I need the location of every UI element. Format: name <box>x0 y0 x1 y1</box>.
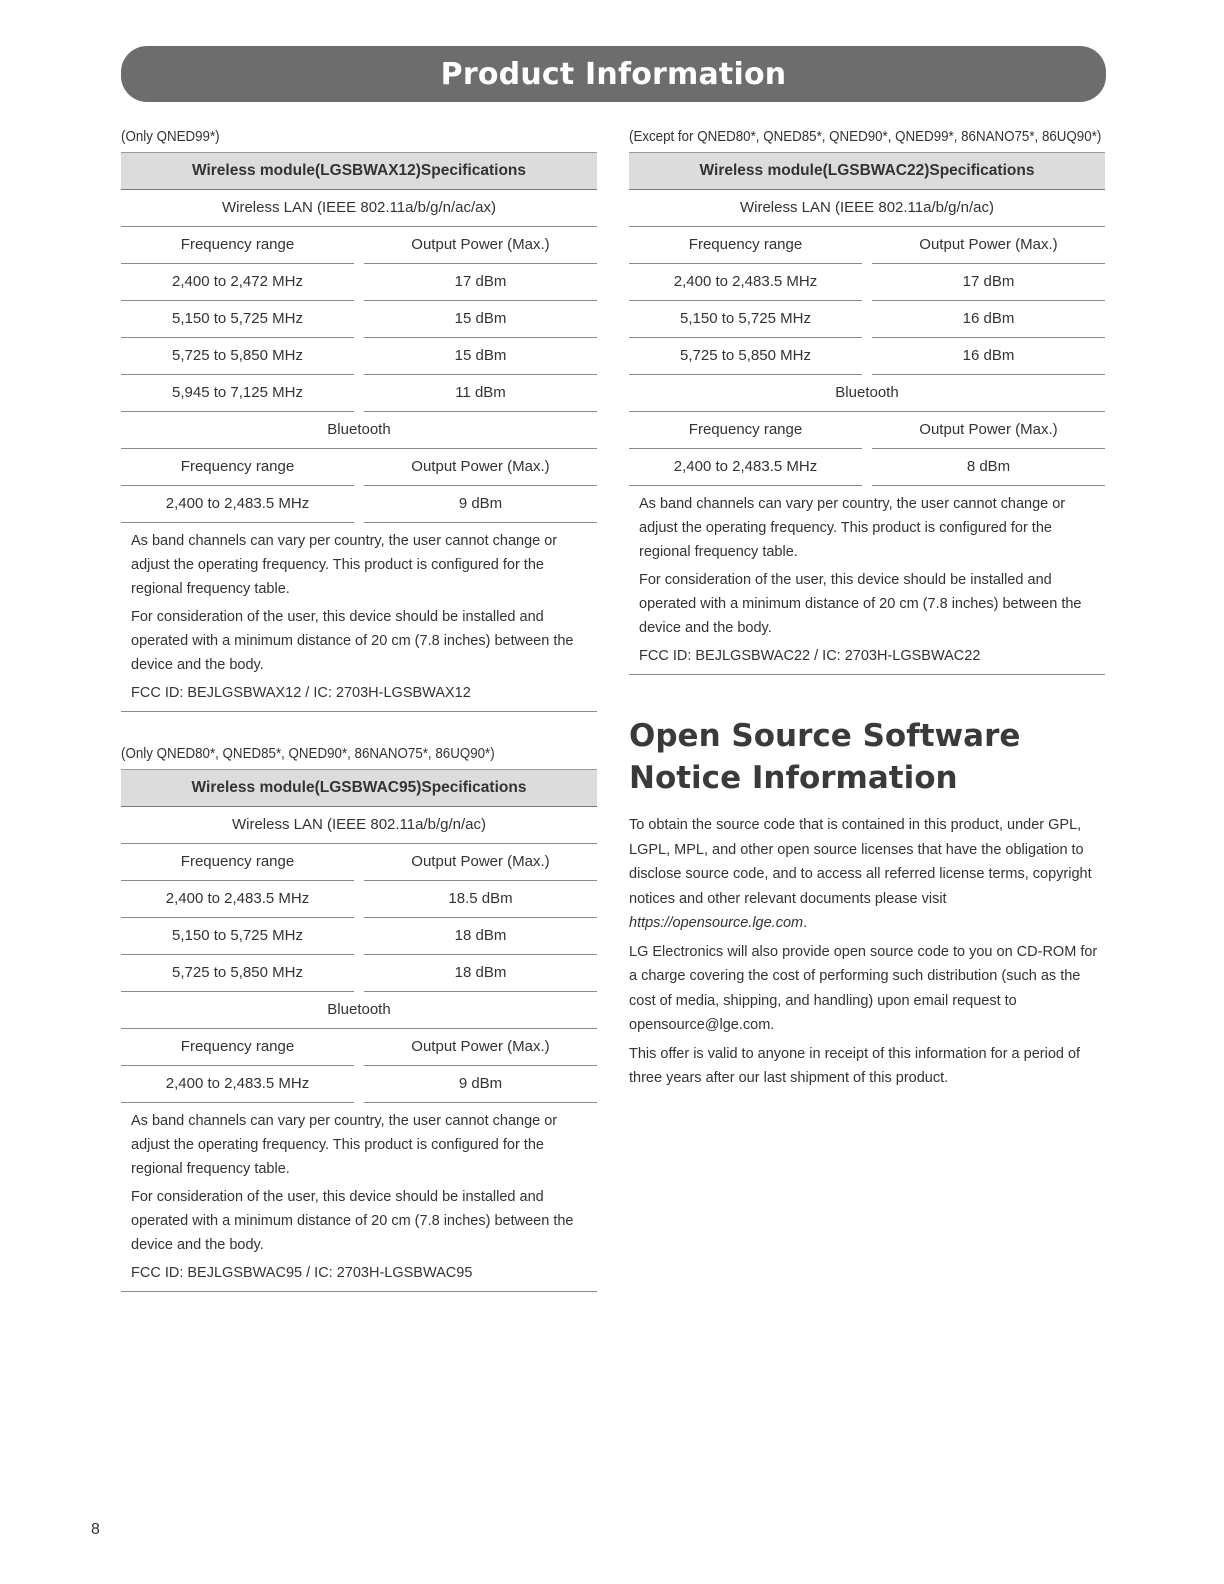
table-header-row <box>121 844 597 881</box>
oss-offer-paragraph: This offer is valid to anyone in receipt of this information for a period of three years after our last shipment of this product. <box>629 1045 1081 1086</box>
spec-table-title: Wireless module(LGSBWAC22)Specifications <box>629 152 1105 190</box>
column-header-output-power: Output Power (Max.) <box>364 1029 597 1066</box>
power-cell: 9 dBm <box>364 486 597 523</box>
power-cell: 16 dBm <box>872 338 1105 375</box>
table-header-row <box>121 449 597 486</box>
table-row <box>629 301 1105 338</box>
table-row <box>121 881 597 918</box>
wlan-label: Wireless LAN (IEEE 802.11a/b/g/n/ac) <box>121 807 597 844</box>
table-header-row <box>629 227 1105 264</box>
table-header-row <box>121 1029 597 1066</box>
model-condition-note: (Only QNED80*, QNED85*, QNED90*, 86NANO75*, 86UQ90*) <box>121 746 495 762</box>
column-header-frequency: Frequency range <box>629 412 862 449</box>
wlan-label: Wireless LAN (IEEE 802.11a/b/g/n/ac/ax) <box>121 190 597 227</box>
spec-table-title: Wireless module(LGSBWAX12)Specifications <box>121 152 597 190</box>
table-header-row <box>121 227 597 264</box>
wlan-label: Wireless LAN (IEEE 802.11a/b/g/n/ac) <box>629 190 1105 227</box>
column-header-output-power: Output Power (Max.) <box>872 412 1105 449</box>
distance-note: For consideration of the user, this device should be installed and operated with a minimum distance of 20 cm (7.8 inches) between the device and the body. <box>639 572 1082 636</box>
notes-block <box>629 486 1105 640</box>
column-header-output-power: Output Power (Max.) <box>364 844 597 881</box>
page-number: 8 <box>91 1521 100 1538</box>
frequency-cell: 5,945 to 7,125 MHz <box>121 375 354 412</box>
table-row <box>629 338 1105 375</box>
frequency-cell: 2,400 to 2,483.5 MHz <box>121 486 354 523</box>
table-row <box>121 264 597 301</box>
column-header-frequency: Frequency range <box>629 227 862 264</box>
table-row <box>121 375 597 412</box>
frequency-cell: 5,725 to 5,850 MHz <box>629 338 862 375</box>
power-cell: 11 dBm <box>364 375 597 412</box>
frequency-cell: 2,400 to 2,472 MHz <box>121 264 354 301</box>
frequency-cell: 5,725 to 5,850 MHz <box>121 338 354 375</box>
oss-notice-title: Open Source Software Notice Information <box>629 718 1021 796</box>
fcc-id: FCC ID: BEJLGSBWAC95 / IC: 2703H-LGSBWAC95 <box>121 1261 597 1292</box>
table-row <box>121 486 597 523</box>
power-cell: 18 dBm <box>364 918 597 955</box>
oss-source-paragraph <box>629 813 1105 936</box>
power-cell: 15 dBm <box>364 338 597 375</box>
table-row <box>121 918 597 955</box>
table-row <box>121 1066 597 1103</box>
oss-source-suffix: . <box>803 915 808 931</box>
model-condition-note: (Except for QNED80*, QNED85*, QNED90*, QNED99*, 86NANO75*, 86UQ90*) <box>629 129 1102 145</box>
frequency-cell: 5,150 to 5,725 MHz <box>121 301 354 338</box>
module-lgsbwax12-section <box>121 122 597 712</box>
column-header-frequency: Frequency range <box>121 844 354 881</box>
bluetooth-label: Bluetooth <box>121 992 597 1029</box>
page-title: Product Information <box>440 56 787 92</box>
oss-source-text: To obtain the source code that is contained in this product, under GPL, LGPL, MPL, and other open source licenses that have the obligation to disclose source code, and to access all referred license terms, copyright notices and other relevant documents please visit <box>629 817 1092 907</box>
table-header-row <box>629 412 1105 449</box>
table-row <box>629 264 1105 301</box>
frequency-cell: 2,400 to 2,483.5 MHz <box>121 881 354 918</box>
table-row <box>629 449 1105 486</box>
bluetooth-label: Bluetooth <box>121 412 597 449</box>
notes-block <box>121 1103 597 1257</box>
table-row <box>121 301 597 338</box>
oss-cdrom-paragraph: LG Electronics will also provide open source code to you on CD-ROM for a charge covering the cost of performing such distribution (such as the cost of media, shipping, and handling) upon email request to opensource@lge.com. <box>629 943 1098 1033</box>
fcc-id: FCC ID: BEJLGSBWAC22 / IC: 2703H-LGSBWAC22 <box>629 644 1105 675</box>
module-lgsbwac22-section <box>629 122 1105 1095</box>
frequency-note: As band channels can vary per country, the user cannot change or adjust the operating frequency. This product is configured for the regional frequency table. <box>131 533 558 597</box>
power-cell: 9 dBm <box>364 1066 597 1103</box>
column-header-output-power: Output Power (Max.) <box>364 227 597 264</box>
power-cell: 18 dBm <box>364 955 597 992</box>
frequency-cell: 2,400 to 2,483.5 MHz <box>629 264 862 301</box>
frequency-cell: 5,150 to 5,725 MHz <box>629 301 862 338</box>
frequency-cell: 2,400 to 2,483.5 MHz <box>121 1066 354 1103</box>
power-cell: 17 dBm <box>872 264 1105 301</box>
frequency-cell: 5,150 to 5,725 MHz <box>121 918 354 955</box>
distance-note: For consideration of the user, this device should be installed and operated with a minimum distance of 20 cm (7.8 inches) between the device and the body. <box>131 1189 574 1253</box>
bluetooth-label: Bluetooth <box>629 375 1105 412</box>
power-cell: 17 dBm <box>364 264 597 301</box>
power-cell: 16 dBm <box>872 301 1105 338</box>
column-header-frequency: Frequency range <box>121 227 354 264</box>
distance-note: For consideration of the user, this device should be installed and operated with a minimum distance of 20 cm (7.8 inches) between the device and the body. <box>131 609 574 673</box>
column-header-output-power: Output Power (Max.) <box>364 449 597 486</box>
column-header-frequency: Frequency range <box>121 1029 354 1066</box>
table-row <box>121 955 597 992</box>
power-cell: 8 dBm <box>872 449 1105 486</box>
page-header-banner <box>121 46 1106 102</box>
module-lgsbwac95-section <box>121 739 597 1292</box>
table-row <box>121 338 597 375</box>
column-header-output-power: Output Power (Max.) <box>872 227 1105 264</box>
frequency-cell: 5,725 to 5,850 MHz <box>121 955 354 992</box>
oss-website-link[interactable]: https://opensource.lge.com <box>629 915 804 931</box>
fcc-id: FCC ID: BEJLGSBWAX12 / IC: 2703H-LGSBWAX12 <box>121 681 597 712</box>
frequency-note: As band channels can vary per country, the user cannot change or adjust the operating frequency. This product is configured for the regional frequency table. <box>131 1113 558 1177</box>
spec-table-title: Wireless module(LGSBWAC95)Specifications <box>121 769 597 807</box>
power-cell: 15 dBm <box>364 301 597 338</box>
model-condition-note: (Only QNED99*) <box>121 129 220 145</box>
notes-block <box>121 523 597 677</box>
column-header-frequency: Frequency range <box>121 449 354 486</box>
frequency-note: As band channels can vary per country, the user cannot change or adjust the operating frequency. This product is configured for the regional frequency table. <box>639 496 1066 560</box>
power-cell: 18.5 dBm <box>364 881 597 918</box>
frequency-cell: 2,400 to 2,483.5 MHz <box>629 449 862 486</box>
